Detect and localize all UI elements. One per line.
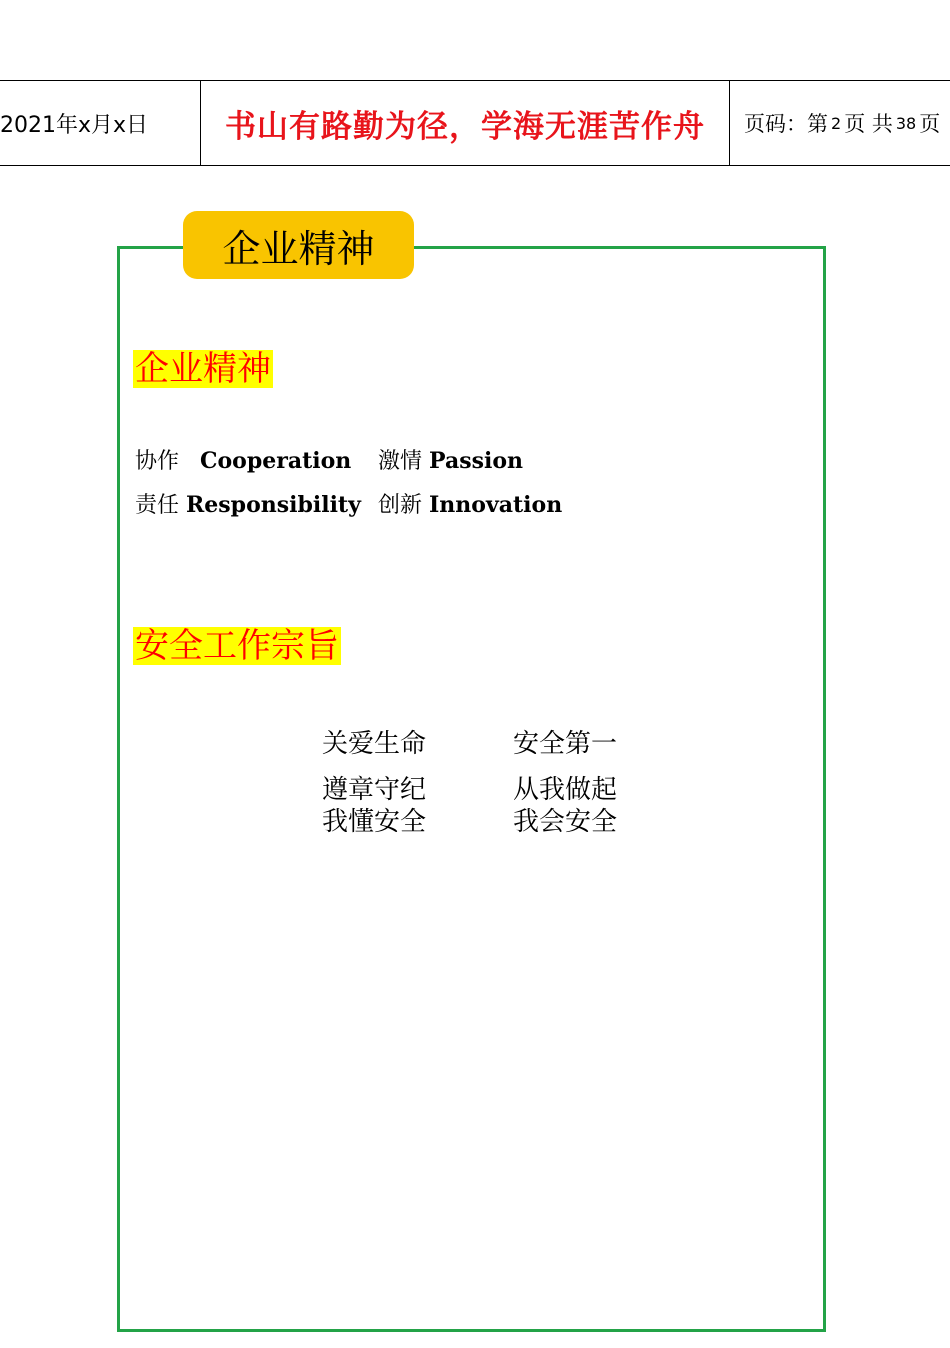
safety-line: 安全第一	[513, 729, 618, 759]
page-middle: 页 共	[844, 112, 893, 136]
spirit-item-innovation	[378, 488, 562, 519]
page-suffix: 页	[919, 112, 941, 136]
section-heading-safety: 安全工作宗旨	[135, 626, 339, 666]
spirit-cn: 责任	[135, 493, 180, 518]
spirit-en: Passion	[429, 448, 524, 474]
spirit-cn: 创新	[378, 493, 423, 518]
page-header	[0, 80, 950, 166]
safety-line: 我会安全	[513, 807, 618, 837]
header-motto	[200, 81, 730, 165]
tab-title: 企业精神	[222, 226, 375, 271]
safety-line: 关爱生命	[322, 729, 427, 759]
safety-line: 从我做起	[513, 775, 618, 805]
spirit-item-passion	[378, 444, 523, 475]
spirit-item-cooperation	[135, 444, 351, 475]
content-frame	[117, 246, 826, 1332]
frame-title-tab	[183, 211, 414, 279]
safety-line: 遵章守纪	[322, 775, 427, 805]
spirit-item-responsibility	[135, 488, 361, 519]
spirit-cn: 协作	[135, 449, 180, 474]
safety-line: 我懂安全	[322, 807, 427, 837]
motto-text: 书山有路勤为径，学海无涯苦作舟	[225, 108, 705, 145]
spirit-en: Cooperation	[200, 448, 352, 474]
page-total: 38	[895, 113, 917, 133]
page-prefix: 页码：第	[744, 112, 828, 136]
spirit-cn: 激情	[378, 449, 423, 474]
spirit-en: Responsibility	[186, 492, 361, 518]
section-heading-spirit: 企业精神	[135, 349, 271, 389]
header-page-number	[730, 81, 950, 165]
header-date	[0, 81, 200, 165]
page-current: 2	[831, 113, 842, 133]
date-text: 2021年x月x日	[0, 112, 149, 138]
spirit-en: Innovation	[429, 492, 563, 518]
